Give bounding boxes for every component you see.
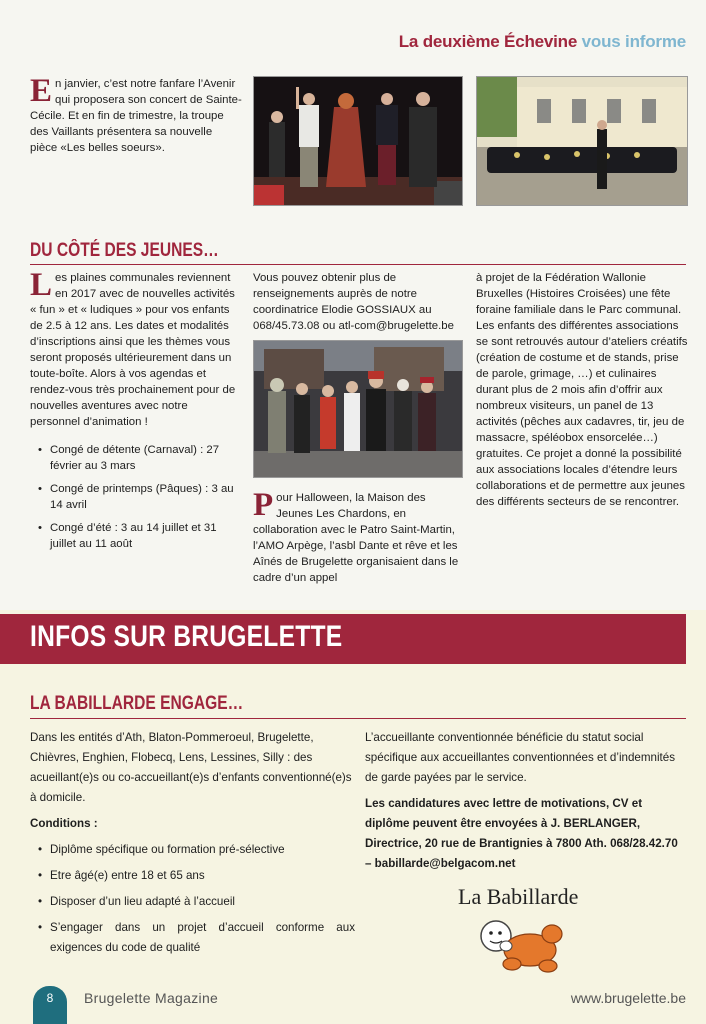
intro-text: n janvier, c’est notre fanfare l’Avenir qui proposera son concert de Sainte-Cécile. Et en fin de trimestre, la troupe des Vaillants présentera sa nouvelle pièce «Les belles soeurs». — [30, 78, 242, 154]
babillarde-intro: Dans les entités d’Ath, Blaton-Pommeroeul, Brugelette, Chièvres, Enghien, Flobecq, Lens, Lessines, Silly : des acueillant(e)s ou co-accueillant(e)s d’enfants conventionné(e)s à domicile. — [30, 731, 352, 804]
babillarde-logo-icon — [470, 912, 580, 974]
list-item: • Congé de détente (Carnaval) : 27 février au 3 mars — [30, 442, 240, 474]
page-number-tab: 8 — [33, 986, 67, 1024]
list-item: • Disposer d’un lieu adapté à l’accueil — [30, 892, 355, 912]
statut-paragraph: L’accueillante conventionnée bénéficie du statut social spécifique aux accueillantes conventionnées et d’indemnités de garde payées par le service. — [365, 731, 676, 784]
plaines-paragraph — [30, 267, 240, 430]
list-item: • Congé d’été : 3 au 14 juillet et 31 juillet au 11 août — [30, 520, 240, 552]
babillarde-left-column — [30, 728, 355, 958]
footer-magazine-name: Brugelette Magazine — [84, 990, 219, 1006]
logo-wordmark: La Babillarde — [458, 884, 579, 909]
conges-list — [30, 442, 240, 552]
halloween-dropcap: P — [253, 487, 274, 523]
list-item: • Diplôme spécifique ou formation pré-sélective — [30, 840, 355, 860]
babillarde-section-title: LA BABILLARDE ENGAGE… — [30, 693, 244, 714]
section-header — [399, 32, 686, 52]
jeunes-column-1 — [30, 267, 240, 559]
fete-foraine-paragraph: à projet de la Fédération Wallonie Bruxelles (Histoires Croisées) une fête foraine familiale dans le Parc communal. Les enfants des différentes associations se sont retrouvés autour d’ateliers créatifs (création de costume et de stands, prise de parole, grimage, …) et culinaires durant plus de 2 mois afin d’offrir aux nombreux visiteurs, un panel de 13 activités (pêches aux cadavres, tir, jeu de massacre, spéléobox ensorcelée…) gratuites. Ce projet a donné la possibilité aux associations locales d’étendre leurs collaborations et de permettre aux jeunes des différents secteurs de se rencontrer. — [476, 272, 688, 508]
jeunes-section-title: DU CÔTÉ DES JEUNES… — [30, 240, 219, 261]
section-header-sub: vous informe — [581, 32, 686, 51]
jeunes-divider — [30, 264, 686, 265]
halloween-paragraph — [253, 487, 465, 586]
infos-banner-title: INFOS SUR BRUGELETTE — [30, 620, 343, 653]
plaines-text: es plaines communales reviennent en 2017 avec de nouvelles activités « fun » et « ludiques » pour vos enfants de 2.5 à 12 ans. Les dates et modalités d’inscriptions ainsi que les thèmes vous seront proposés ultérieurement dans un toute-boîte. Alors à vos agendas et rendez-vous très prochainement pour de nouvelles aventures avec notre personnel d’animation ! — [30, 272, 236, 428]
babillarde-right-column — [365, 728, 687, 874]
section-header-main: La deuxième Échevine — [398, 32, 578, 51]
list-item: • Etre âgé(e) entre 18 et 65 ans — [30, 866, 355, 886]
babillarde-logo — [450, 884, 600, 974]
photo-theatre-troupe — [253, 76, 463, 206]
conditions-list — [30, 840, 355, 958]
conditions-label: Conditions : — [30, 817, 98, 830]
intro-dropcap: E — [30, 73, 53, 109]
photo-halloween-group — [253, 340, 463, 478]
halloween-text: our Halloween, la Maison des Jeunes Les Chardons, en collaboration avec le Patro Saint-Martin, l’AMO Arpège, l’asbl Dante et rêve et les Aînés de Brugelette organisaient dans le cadre d’un appel — [253, 492, 459, 584]
plaines-dropcap: L — [30, 267, 53, 303]
photo-fanfare-concert — [476, 76, 688, 206]
babillarde-divider — [30, 718, 686, 719]
candidatures-paragraph: Les candidatures avec lettre de motivations, CV et diplôme peuvent être envoyées à J. BERLANGER, Directrice, 20 rue de Brantignies à 7800 Ath. 068/28.42.70 – babillarde@belgacom.net — [365, 797, 678, 870]
list-item: • Congé de printemps (Pâques) : 3 au 14 avril — [30, 481, 240, 513]
footer-website[interactable]: www.brugelette.be — [570, 990, 686, 1006]
contact-paragraph: Vous pouvez obtenir plus de renseignements auprès de notre coordinatrice Elodie GOSSIAUX au 068/45.73.08 ou atl-com@brugelette.be — [253, 272, 454, 332]
intro-paragraph — [30, 73, 242, 156]
list-item: • S’engager dans un projet d’accueil conforme aux exigences du code de qualité — [30, 918, 355, 958]
